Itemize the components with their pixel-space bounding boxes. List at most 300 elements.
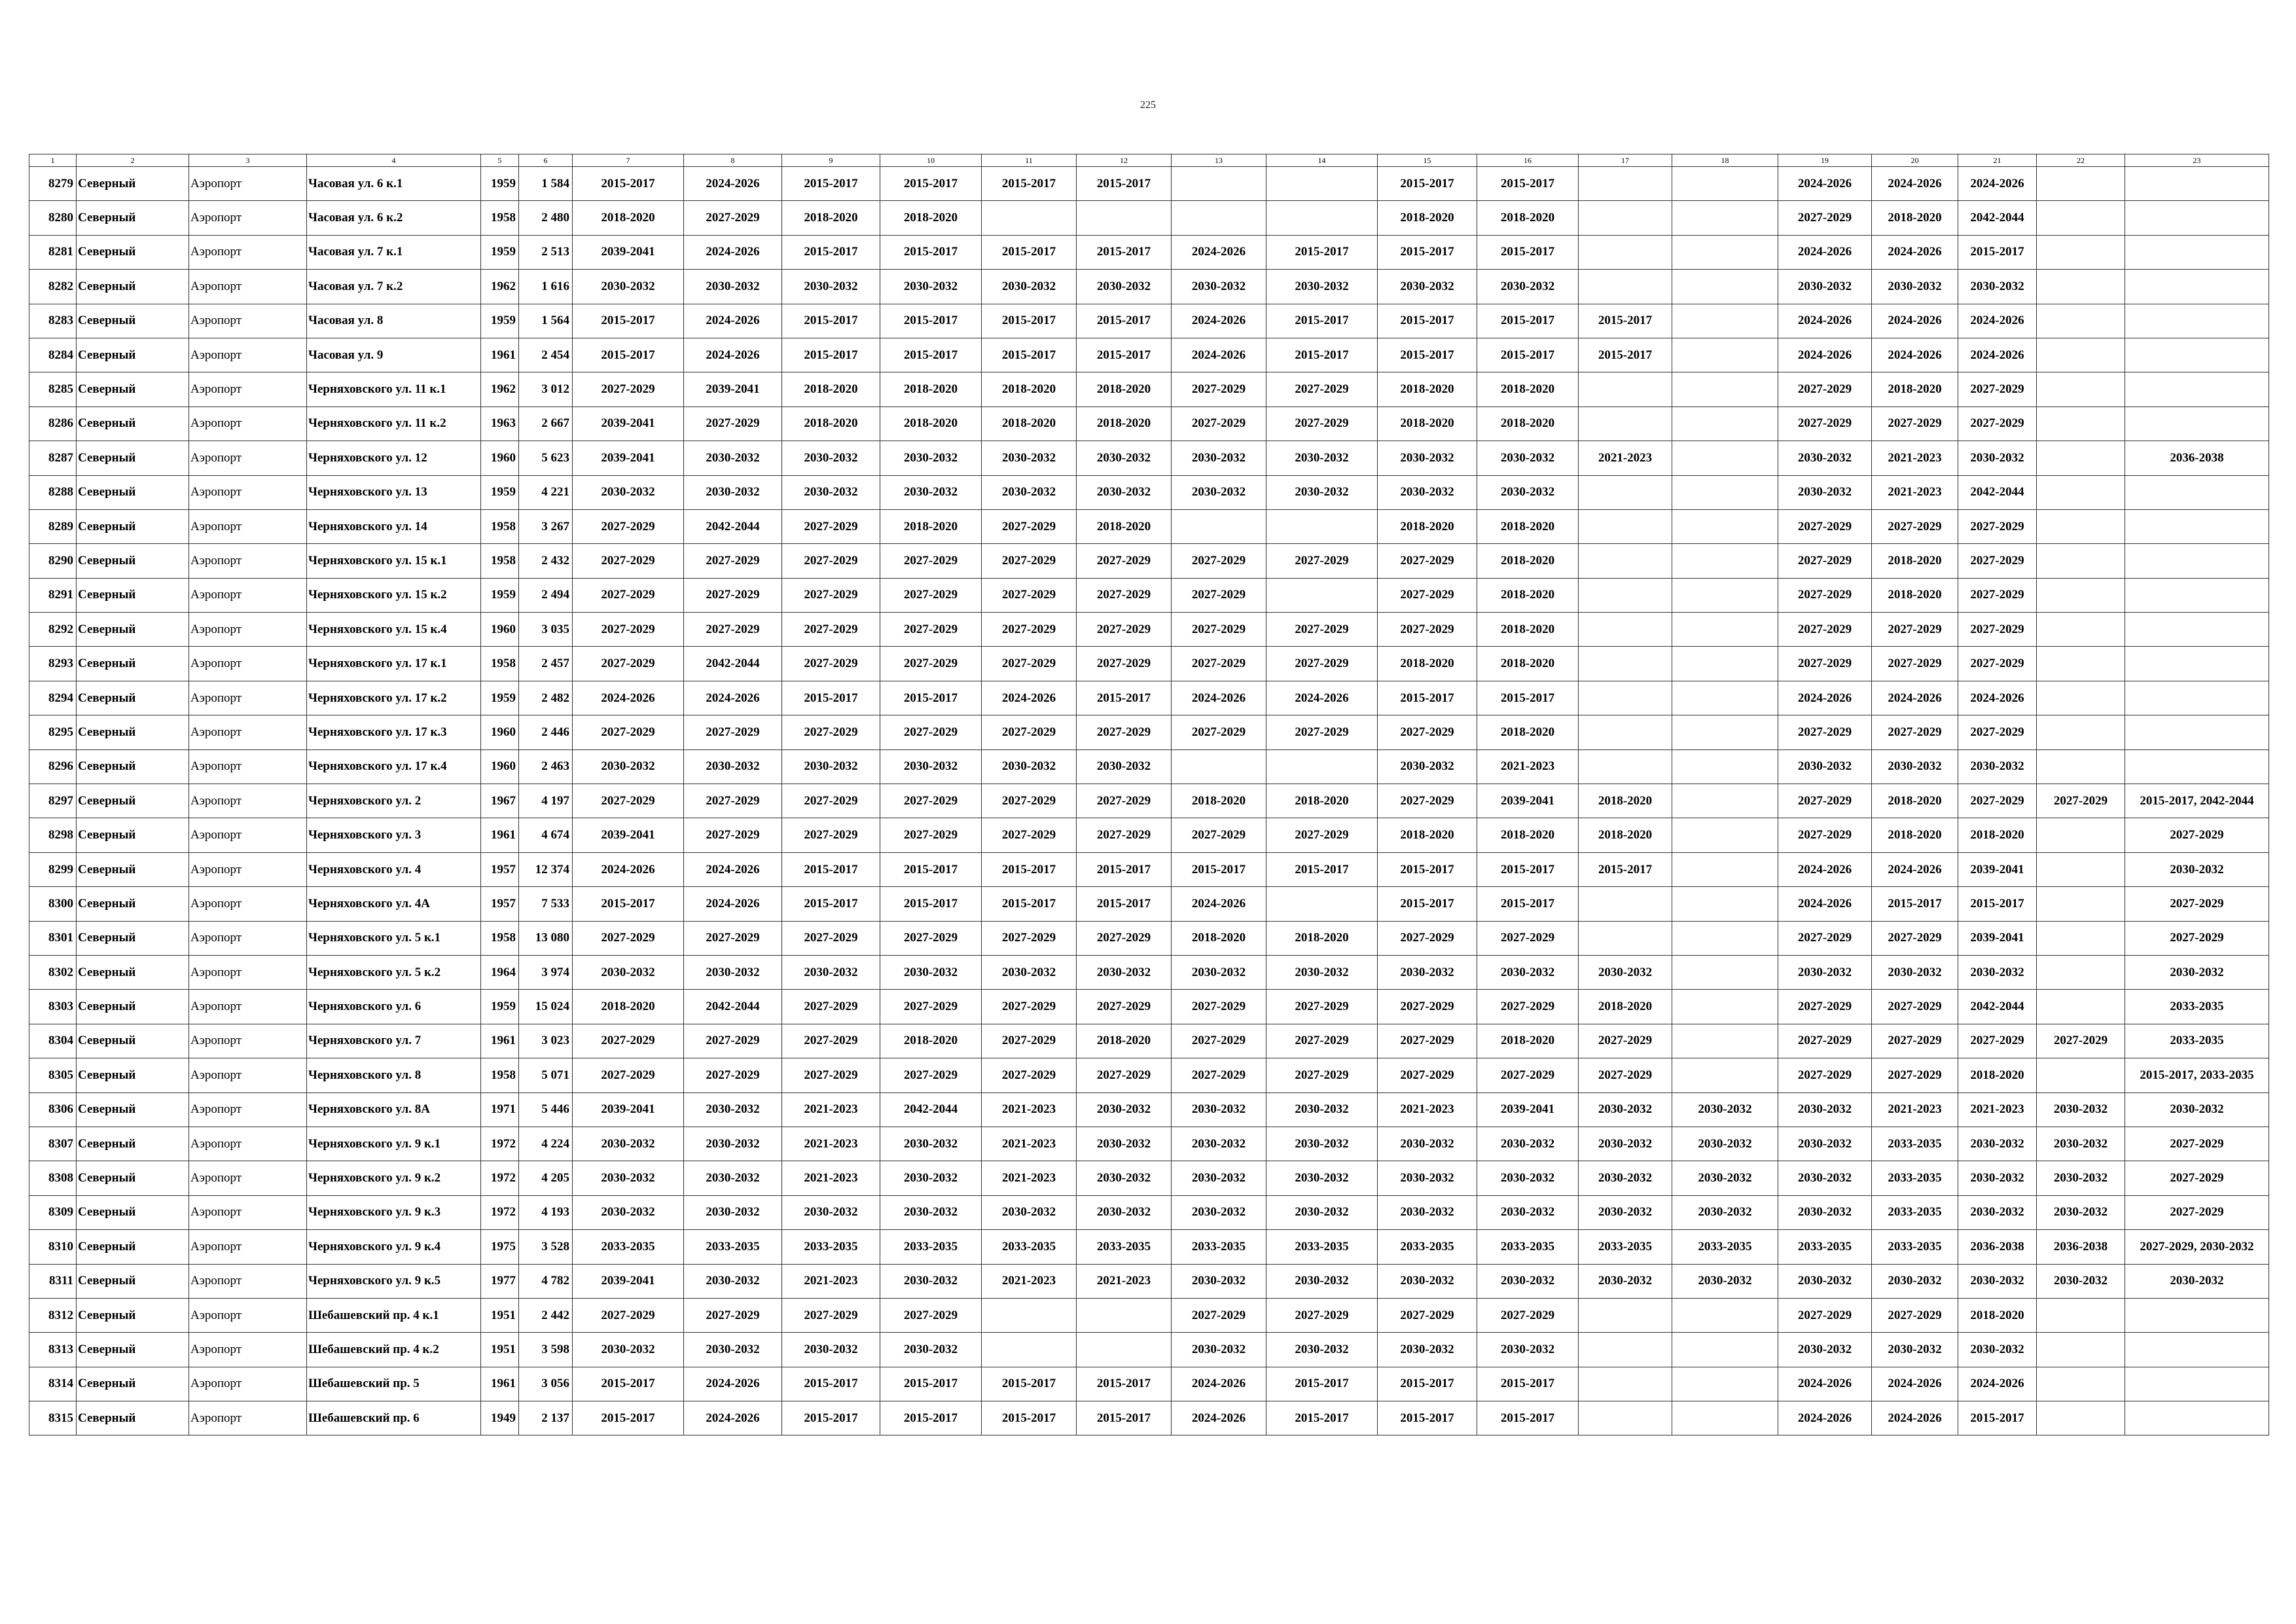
district-cell: Северный [77, 406, 189, 441]
period-cell [2037, 578, 2125, 612]
period-cell: 2027-2029 [684, 921, 782, 955]
column-number-header: 16 [1477, 154, 1579, 167]
period-cell: 2015-2017 [1077, 1367, 1172, 1401]
district-cell: Северный [77, 681, 189, 715]
period-cell: 2018-2020 [1477, 544, 1579, 578]
period-cell: 2039-2041 [1477, 784, 1579, 818]
period-cell: 2018-2020 [1579, 784, 1672, 818]
record-number-cell: 8285 [29, 372, 77, 406]
area-name-cell: Аэропорт [189, 509, 307, 543]
period-cell: 2018-2020 [1378, 201, 1477, 235]
period-cell: 2030-2032 [1778, 1195, 1872, 1229]
period-cell: 2030-2032 [880, 1127, 982, 1161]
district-cell: Северный [77, 372, 189, 406]
period-cell: 2027-2029 [1077, 647, 1172, 681]
period-cell: 2030-2032 [2125, 1264, 2269, 1298]
address-cell: Часовая ул. 7 к.2 [307, 270, 481, 304]
period-cell: 2018-2020 [1378, 509, 1477, 543]
build-year-cell: 1960 [481, 613, 519, 647]
area-name-cell: Аэропорт [189, 1230, 307, 1264]
period-cell [1579, 475, 1672, 509]
period-cell [2125, 1401, 2269, 1435]
period-cell: 2027-2029 [1266, 613, 1378, 647]
period-cell [1266, 578, 1378, 612]
period-cell: 2015-2017 [1579, 852, 1672, 886]
address-cell: Черняховского ул. 9 к.1 [307, 1127, 481, 1161]
period-cell: 2018-2020 [1872, 201, 1958, 235]
period-cell: 2027-2029 [1378, 578, 1477, 612]
period-cell: 2018-2020 [782, 201, 880, 235]
area-name-cell: Аэропорт [189, 955, 307, 989]
period-cell: 2027-2029 [782, 1298, 880, 1332]
area-name-cell: Аэропорт [189, 1367, 307, 1401]
period-cell: 2027-2029 [1077, 818, 1172, 852]
area-name-cell: Аэропорт [189, 475, 307, 509]
period-cell: 2027-2029 [1778, 544, 1872, 578]
period-cell: 2030-2032 [684, 955, 782, 989]
period-cell: 2015-2017 [1477, 304, 1579, 338]
record-number-cell: 8287 [29, 441, 77, 475]
floor-area-cell: 13 080 [519, 921, 573, 955]
period-cell [2125, 167, 2269, 201]
address-cell: Черняховского ул. 13 [307, 475, 481, 509]
period-cell: 2030-2032 [2037, 1264, 2125, 1298]
period-cell: 2030-2032 [684, 1127, 782, 1161]
period-cell: 2021-2023 [982, 1127, 1077, 1161]
period-cell: 2015-2017 [782, 681, 880, 715]
period-cell: 2030-2032 [1077, 270, 1172, 304]
period-cell: 2030-2032 [1672, 1161, 1778, 1195]
period-cell [1672, 1333, 1778, 1367]
period-cell: 2030-2032 [1872, 749, 1958, 784]
period-cell: 2024-2026 [1872, 235, 1958, 269]
period-cell: 2027-2029 [782, 613, 880, 647]
record-number-cell: 8295 [29, 715, 77, 749]
period-cell: 2030-2032 [1579, 1161, 1672, 1195]
district-cell: Северный [77, 1024, 189, 1058]
period-cell: 2024-2026 [1172, 681, 1266, 715]
period-cell [1672, 338, 1778, 372]
period-cell [1672, 921, 1778, 955]
period-cell: 2027-2029 [782, 784, 880, 818]
period-cell: 2018-2020 [573, 990, 684, 1024]
period-cell: 2027-2029 [880, 578, 982, 612]
period-cell: 2018-2020 [1266, 921, 1378, 955]
period-cell: 2027-2029 [1077, 921, 1172, 955]
district-cell: Северный [77, 235, 189, 269]
floor-area-cell: 7 533 [519, 887, 573, 921]
record-number-cell: 8303 [29, 990, 77, 1024]
floor-area-cell: 3 598 [519, 1333, 573, 1367]
period-cell: 2027-2029 [782, 544, 880, 578]
column-number-header: 8 [684, 154, 782, 167]
period-cell: 2015-2017 [1077, 235, 1172, 269]
address-cell: Часовая ул. 7 к.1 [307, 235, 481, 269]
period-cell: 2018-2020 [782, 372, 880, 406]
build-year-cell: 1961 [481, 338, 519, 372]
period-cell [1672, 1298, 1778, 1332]
period-cell: 2027-2029 [982, 509, 1077, 543]
record-number-cell: 8309 [29, 1195, 77, 1229]
period-cell: 2027-2029 [1378, 1298, 1477, 1332]
period-cell: 2024-2026 [1778, 1401, 1872, 1435]
period-cell: 2030-2032 [573, 1333, 684, 1367]
period-cell: 2024-2026 [1872, 1367, 1958, 1401]
period-cell [2037, 749, 2125, 784]
period-cell: 2015-2017 [1266, 338, 1378, 372]
period-cell: 2027-2029 [1872, 647, 1958, 681]
period-cell: 2027-2029 [1077, 715, 1172, 749]
district-cell: Северный [77, 852, 189, 886]
build-year-cell: 1962 [481, 270, 519, 304]
period-cell [1077, 1298, 1172, 1332]
period-cell: 2015-2017 [573, 1367, 684, 1401]
period-cell: 2027-2029 [880, 544, 982, 578]
period-cell: 2015-2017 [1077, 167, 1172, 201]
column-number-header: 1 [29, 154, 77, 167]
column-number-header: 11 [982, 154, 1077, 167]
period-cell [2125, 647, 2269, 681]
period-cell: 2030-2032 [1958, 749, 2037, 784]
period-cell: 2027-2029 [573, 509, 684, 543]
period-cell: 2030-2032 [2125, 1092, 2269, 1127]
period-cell [1672, 749, 1778, 784]
period-cell [1672, 647, 1778, 681]
period-cell: 2015-2017 [1958, 887, 2037, 921]
period-cell: 2030-2032 [1778, 441, 1872, 475]
address-cell: Черняховского ул. 3 [307, 818, 481, 852]
period-cell: 2039-2041 [573, 1092, 684, 1127]
period-cell [2125, 201, 2269, 235]
table-row [29, 990, 2269, 1024]
period-cell: 2015-2017 [1077, 338, 1172, 372]
floor-area-cell: 2 480 [519, 201, 573, 235]
period-cell: 2030-2032 [1477, 1195, 1579, 1229]
period-cell: 2015-2017 [782, 304, 880, 338]
period-cell: 2024-2026 [1958, 1367, 2037, 1401]
period-cell: 2024-2026 [1778, 235, 1872, 269]
period-cell: 2024-2026 [1872, 1401, 1958, 1435]
period-cell: 2015-2017 [1579, 338, 1672, 372]
period-cell: 2027-2029 [1172, 613, 1266, 647]
period-cell: 2027-2029 [573, 715, 684, 749]
column-number-header: 23 [2125, 154, 2269, 167]
build-year-cell: 1958 [481, 544, 519, 578]
period-cell [1579, 578, 1672, 612]
period-cell [982, 201, 1077, 235]
period-cell: 2030-2032 [1172, 1264, 1266, 1298]
area-name-cell: Аэропорт [189, 338, 307, 372]
period-cell: 2024-2026 [1172, 887, 1266, 921]
period-cell: 2024-2026 [1172, 235, 1266, 269]
area-name-cell: Аэропорт [189, 1058, 307, 1092]
period-cell: 2027-2029 [1872, 406, 1958, 441]
period-cell: 2021-2023 [1872, 1092, 1958, 1127]
period-cell: 2030-2032 [1958, 1333, 2037, 1367]
period-cell: 2030-2032 [1266, 955, 1378, 989]
floor-area-cell: 3 023 [519, 1024, 573, 1058]
period-cell: 2033-2035 [1778, 1230, 1872, 1264]
period-cell [1077, 1333, 1172, 1367]
period-cell: 2024-2026 [684, 852, 782, 886]
address-cell: Черняховского ул. 4 [307, 852, 481, 886]
period-cell [1672, 167, 1778, 201]
period-cell [1672, 578, 1778, 612]
period-cell: 2030-2032 [1172, 1161, 1266, 1195]
period-cell: 2015-2017 [1077, 887, 1172, 921]
build-year-cell: 1958 [481, 509, 519, 543]
period-cell: 2027-2029 [782, 715, 880, 749]
period-cell [1672, 784, 1778, 818]
district-cell: Северный [77, 509, 189, 543]
district-cell: Северный [77, 544, 189, 578]
area-name-cell: Аэропорт [189, 372, 307, 406]
floor-area-cell: 2 446 [519, 715, 573, 749]
period-cell: 2015-2017 [1378, 304, 1477, 338]
period-cell: 2033-2035 [684, 1230, 782, 1264]
period-cell: 2030-2032 [2037, 1161, 2125, 1195]
area-name-cell: Аэропорт [189, 990, 307, 1024]
area-name-cell: Аэропорт [189, 613, 307, 647]
period-cell: 2024-2026 [1172, 1401, 1266, 1435]
period-cell [2125, 235, 2269, 269]
build-year-cell: 1959 [481, 475, 519, 509]
period-cell [1672, 1024, 1778, 1058]
period-cell: 2024-2026 [1172, 304, 1266, 338]
address-cell: Черняховского ул. 17 к.4 [307, 749, 481, 784]
period-cell: 2018-2020 [1477, 578, 1579, 612]
floor-area-cell: 2 137 [519, 1401, 573, 1435]
period-cell: 2027-2029 [1872, 1298, 1958, 1332]
period-cell: 2015-2017 [782, 167, 880, 201]
period-cell: 2027-2029 [982, 818, 1077, 852]
district-cell: Северный [77, 1401, 189, 1435]
period-cell: 2033-2035 [2125, 990, 2269, 1024]
table-row [29, 1401, 2269, 1435]
period-cell: 2024-2026 [1872, 338, 1958, 372]
period-cell: 2018-2020 [880, 509, 982, 543]
period-cell [2037, 852, 2125, 886]
period-cell: 2030-2032 [1672, 1127, 1778, 1161]
period-cell [2037, 441, 2125, 475]
period-cell: 2027-2029 [1172, 1298, 1266, 1332]
period-cell: 2021-2023 [1958, 1092, 2037, 1127]
period-cell: 2042-2044 [880, 1092, 982, 1127]
period-cell: 2021-2023 [982, 1092, 1077, 1127]
table-row [29, 613, 2269, 647]
period-cell: 2015-2017 [1477, 1367, 1579, 1401]
build-year-cell: 1972 [481, 1127, 519, 1161]
period-cell: 2015-2017 [1958, 235, 2037, 269]
period-cell: 2027-2029 [1378, 1058, 1477, 1092]
period-cell: 2018-2020 [1958, 1058, 2037, 1092]
period-cell [2037, 509, 2125, 543]
period-cell [1579, 1333, 1672, 1367]
period-cell: 2030-2032 [573, 270, 684, 304]
column-number-header: 18 [1672, 154, 1778, 167]
period-cell: 2042-2044 [684, 647, 782, 681]
period-cell: 2027-2029 [2125, 1127, 2269, 1161]
period-cell: 2015-2017 [573, 304, 684, 338]
period-cell: 2027-2029 [684, 715, 782, 749]
period-cell: 2033-2035 [982, 1230, 1077, 1264]
period-cell: 2027-2029 [1958, 715, 2037, 749]
period-cell: 2024-2026 [1958, 304, 2037, 338]
build-year-cell: 1951 [481, 1333, 519, 1367]
area-name-cell: Аэропорт [189, 406, 307, 441]
build-year-cell: 1959 [481, 304, 519, 338]
period-cell: 2015-2017 [1378, 852, 1477, 886]
period-cell [2125, 406, 2269, 441]
period-cell: 2030-2032 [1477, 1333, 1579, 1367]
table-row [29, 372, 2269, 406]
period-cell [1266, 201, 1378, 235]
period-cell: 2024-2026 [573, 852, 684, 886]
period-cell: 2015-2017 [1077, 304, 1172, 338]
record-number-cell: 8306 [29, 1092, 77, 1127]
column-number-header: 9 [782, 154, 880, 167]
record-number-cell: 8281 [29, 235, 77, 269]
period-cell: 2024-2026 [684, 887, 782, 921]
period-cell: 2027-2029 [1778, 818, 1872, 852]
period-cell [1077, 201, 1172, 235]
build-year-cell: 1961 [481, 818, 519, 852]
period-cell: 2030-2032 [1778, 955, 1872, 989]
record-number-cell: 8313 [29, 1333, 77, 1367]
period-cell: 2030-2032 [684, 1195, 782, 1229]
area-name-cell: Аэропорт [189, 715, 307, 749]
period-cell: 2027-2029 [1579, 1058, 1672, 1092]
period-cell: 2024-2026 [1872, 167, 1958, 201]
period-cell [2037, 304, 2125, 338]
period-cell: 2015-2017 [1266, 1401, 1378, 1435]
period-cell [1579, 887, 1672, 921]
table-row [29, 270, 2269, 304]
period-cell [2125, 509, 2269, 543]
period-cell: 2024-2026 [684, 681, 782, 715]
record-number-cell: 8292 [29, 613, 77, 647]
period-cell: 2027-2029 [573, 544, 684, 578]
period-cell: 2027-2029 [1266, 544, 1378, 578]
period-cell: 2027-2029 [1378, 990, 1477, 1024]
period-cell: 2027-2029 [782, 1058, 880, 1092]
period-cell: 2027-2029 [1077, 544, 1172, 578]
period-cell: 2030-2032 [1172, 1333, 1266, 1367]
period-cell: 2039-2041 [573, 406, 684, 441]
period-cell: 2024-2026 [573, 681, 684, 715]
period-cell: 2042-2044 [1958, 990, 2037, 1024]
period-cell: 2030-2032 [1378, 1161, 1477, 1195]
period-cell: 2030-2032 [2125, 955, 2269, 989]
district-cell: Северный [77, 1161, 189, 1195]
period-cell: 2030-2032 [782, 1195, 880, 1229]
period-cell: 2027-2029 [1958, 406, 2037, 441]
period-cell [2037, 955, 2125, 989]
build-year-cell: 1967 [481, 784, 519, 818]
period-cell: 2027-2029 [1958, 509, 2037, 543]
floor-area-cell: 3 012 [519, 372, 573, 406]
record-number-cell: 8284 [29, 338, 77, 372]
period-cell: 2030-2032 [1172, 475, 1266, 509]
area-name-cell: Аэропорт [189, 544, 307, 578]
period-cell: 2027-2029 [880, 990, 982, 1024]
period-cell: 2030-2032 [982, 270, 1077, 304]
table-row [29, 1264, 2269, 1298]
period-cell [1579, 406, 1672, 441]
table-row [29, 852, 2269, 886]
period-cell: 2027-2029 [573, 372, 684, 406]
period-cell [1266, 749, 1378, 784]
period-cell: 2015-2017, 2033-2035 [2125, 1058, 2269, 1092]
district-cell: Северный [77, 1298, 189, 1332]
period-cell [2125, 338, 2269, 372]
period-cell: 2027-2029 [1579, 1024, 1672, 1058]
record-number-cell: 8304 [29, 1024, 77, 1058]
period-cell: 2027-2029 [880, 613, 982, 647]
period-cell [982, 1333, 1077, 1367]
district-cell: Северный [77, 578, 189, 612]
area-name-cell: Аэропорт [189, 749, 307, 784]
period-cell [2037, 235, 2125, 269]
address-cell: Черняховского ул. 14 [307, 509, 481, 543]
period-cell: 2030-2032 [1958, 1264, 2037, 1298]
period-cell: 2021-2023 [1378, 1092, 1477, 1127]
period-cell: 2015-2017 [1378, 338, 1477, 372]
address-cell: Черняховского ул. 11 к.2 [307, 406, 481, 441]
period-cell: 2015-2017 [880, 681, 982, 715]
period-cell: 2015-2017 [1077, 1401, 1172, 1435]
period-cell: 2015-2017 [880, 304, 982, 338]
period-cell: 2030-2032 [573, 749, 684, 784]
period-cell: 2030-2032 [684, 475, 782, 509]
address-cell: Черняховского ул. 9 к.2 [307, 1161, 481, 1195]
period-cell: 2030-2032 [2037, 1092, 2125, 1127]
district-cell: Северный [77, 1264, 189, 1298]
address-cell: Черняховского ул. 6 [307, 990, 481, 1024]
district-cell: Северный [77, 475, 189, 509]
period-cell: 2030-2032 [1378, 441, 1477, 475]
period-cell: 2015-2017 [573, 1401, 684, 1435]
period-cell: 2024-2026 [1778, 681, 1872, 715]
period-cell: 2039-2041 [1958, 852, 2037, 886]
period-cell [1579, 613, 1672, 647]
period-cell: 2015-2017 [1378, 887, 1477, 921]
area-name-cell: Аэропорт [189, 1127, 307, 1161]
period-cell [1579, 509, 1672, 543]
build-year-cell: 1951 [481, 1298, 519, 1332]
address-cell: Черняховского ул. 5 к.2 [307, 955, 481, 989]
area-name-cell: Аэропорт [189, 852, 307, 886]
period-cell: 2039-2041 [573, 818, 684, 852]
period-cell [1579, 544, 1672, 578]
period-cell: 2030-2032 [1778, 1333, 1872, 1367]
period-cell: 2027-2029 [982, 784, 1077, 818]
record-number-cell: 8310 [29, 1230, 77, 1264]
period-cell: 2015-2017 [880, 887, 982, 921]
area-name-cell: Аэропорт [189, 1161, 307, 1195]
period-cell: 2027-2029 [1172, 578, 1266, 612]
period-cell: 2027-2029 [1477, 1298, 1579, 1332]
period-cell [1172, 749, 1266, 784]
address-cell: Черняховского ул. 17 к.3 [307, 715, 481, 749]
table-row [29, 715, 2269, 749]
period-cell: 2021-2023 [1872, 475, 1958, 509]
build-year-cell: 1959 [481, 235, 519, 269]
period-cell: 2030-2032 [880, 749, 982, 784]
period-cell: 2018-2020 [1872, 784, 1958, 818]
period-cell: 2015-2017 [1266, 1367, 1378, 1401]
period-cell: 2030-2032 [880, 1264, 982, 1298]
